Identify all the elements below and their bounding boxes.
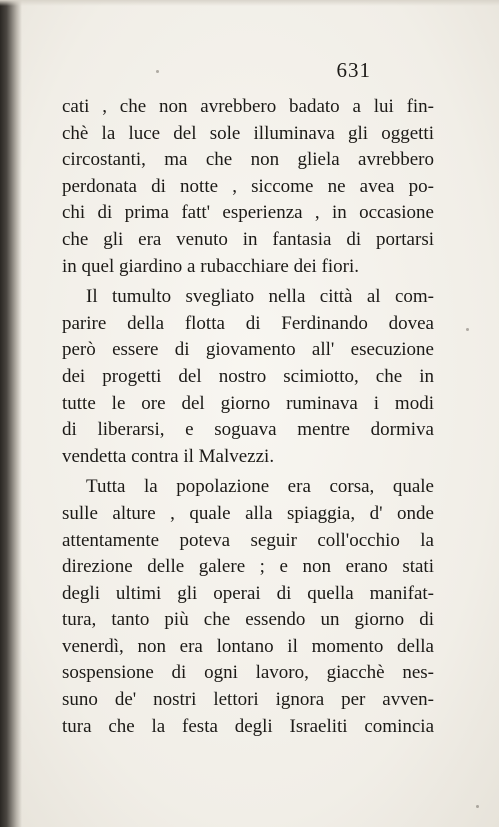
text-line: chi di prima fatt' esperienza , in occasione [62,202,434,224]
text-line: suno de' nostri lettori ignora per avven- [62,689,434,711]
text-line: sospensione di ogni lavoro, giacchè nes- [62,662,434,684]
text-line: che gli era venuto in fantasia di portarsi [62,228,434,250]
text-line: Il tumulto svegliato nella città al com- [86,286,434,308]
paper-speck [476,805,479,808]
text-line: in quel giardino a rubacchiare dei fiori. [62,255,360,277]
text-line: venerdì, non era lontano il momento della [62,635,434,657]
text-line: però essere di giovamento all' esecuzione [62,339,434,361]
text-line: sulle alture , quale alla spiaggia, d' onde [62,502,434,524]
body-text [62,94,434,740]
paper-speck [156,70,159,73]
text-line: circostanti, ma che non gliela avrebbero [62,149,434,171]
text-line: tura che la festa degli Israeliti comincia [62,715,434,737]
page-top-edge [0,0,499,6]
text-line: direzione delle galere ; e non erano stati [62,556,434,578]
text-line: tura, tanto più che essendo un giorno di [62,609,434,631]
text-line: chè la luce del sole illuminava gli oggetti [62,122,434,144]
page-number: 631 [336,58,371,82]
text-line: perdonata di notte , siccome ne avea po- [62,175,434,197]
binding-gutter-shadow [0,0,22,827]
text-line: tutte le ore del giorno ruminava i modi [62,392,434,414]
text-line: cati , che non avrebbero badato a lui fin- [62,96,434,117]
text-line: degli ultimi gli operai di quella manifat- [62,582,434,604]
text-line: attentamente poteva seguir coll'occhio la [62,529,434,551]
text-line: Tutta la popolazione era corsa, quale [86,476,434,498]
text-line: parire della flotta di Ferdinando dovea [62,312,434,334]
paper-speck [466,328,469,331]
text-line: dei progetti del nostro scimiotto, che in [62,365,434,387]
text-line: vendetta contra il Malvezzi. [62,445,275,467]
text-line: di liberarsi, e soguava mentre dormiva [62,419,434,441]
